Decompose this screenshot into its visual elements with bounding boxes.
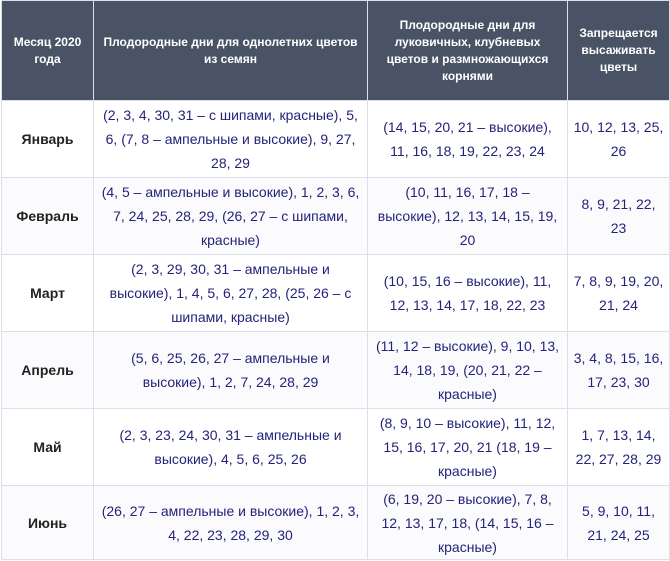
- table-row: [2, 255, 670, 332]
- bulb-days-cell: (10, 15, 16 – высокие), 11, 12, 13, 14, 17, 18, 22, 23: [368, 255, 568, 332]
- forbidden-days-cell: 5, 9, 10, 11, 21, 24, 25: [568, 486, 670, 560]
- header-row: [2, 1, 670, 101]
- flower-planting-calendar-table: [1, 0, 670, 560]
- header-month: Месяц 2020 года: [2, 1, 94, 101]
- forbidden-days-cell: 10, 12, 13, 25, 26: [568, 101, 670, 178]
- annual-days-cell: (4, 5 – ампельные и высокие), 1, 2, 3, 6, 7, 24, 25, 28, 29, (26, 27 – с шипами, красные): [94, 178, 368, 255]
- header-annual-seeds: Плодородные дни для однолетних цветов из семян: [94, 1, 368, 101]
- annual-days-cell: (2, 3, 4, 30, 31 – с шипами, красные), 5, 6, (7, 8 – ампельные и высокие), 9, 27, 28, 29: [94, 101, 368, 178]
- month-cell: Июнь: [2, 486, 94, 560]
- annual-days-cell: (2, 3, 23, 24, 30, 31 – ампельные и высокие), 4, 5, 6, 25, 26: [94, 409, 368, 486]
- table-row: [2, 486, 670, 560]
- month-cell: Май: [2, 409, 94, 486]
- forbidden-days-cell: 7, 8, 9, 19, 20, 21, 24: [568, 255, 670, 332]
- table-row: [2, 178, 670, 255]
- table-row: [2, 101, 670, 178]
- month-cell: Февраль: [2, 178, 94, 255]
- month-cell: Январь: [2, 101, 94, 178]
- forbidden-days-cell: 8, 9, 21, 22, 23: [568, 178, 670, 255]
- month-cell: Апрель: [2, 332, 94, 409]
- month-cell: Март: [2, 255, 94, 332]
- bulb-days-cell: (8, 9, 10 – высокие), 11, 12, 15, 16, 17, 20, 21 (18, 19 – красные): [368, 409, 568, 486]
- bulb-days-cell: (11, 12 – высокие), 9, 10, 13, 14, 18, 19, (20, 21, 22 – красные): [368, 332, 568, 409]
- table-body: [2, 101, 670, 560]
- table-row: [2, 332, 670, 409]
- annual-days-cell: (2, 3, 29, 30, 31 – ампельные и высокие), 1, 4, 5, 6, 27, 28, (25, 26 – с шипами, красные): [94, 255, 368, 332]
- forbidden-days-cell: 3, 4, 8, 15, 16, 17, 23, 30: [568, 332, 670, 409]
- bulb-days-cell: (6, 19, 20 – высокие), 7, 8, 12, 13, 17, 18, (14, 15, 16 – красные): [368, 486, 568, 560]
- bulb-days-cell: (10, 11, 16, 17, 18 – высокие), 12, 13, 14, 15, 19, 20: [368, 178, 568, 255]
- annual-days-cell: (26, 27 – ампельные и высокие), 1, 2, 3, 4, 22, 23, 28, 29, 30: [94, 486, 368, 560]
- forbidden-days-cell: 1, 7, 13, 14, 22, 27, 28, 29: [568, 409, 670, 486]
- table-row: [2, 409, 670, 486]
- header-bulbs-tubers: Плодородные дни для луковичных, клубневых цветов и размножающихся корнями: [368, 1, 568, 101]
- annual-days-cell: (5, 6, 25, 26, 27 – ампельные и высокие), 1, 2, 7, 24, 28, 29: [94, 332, 368, 409]
- header-forbidden: Запрещается высаживать цветы: [568, 1, 670, 101]
- bulb-days-cell: (14, 15, 20, 21 – высокие), 11, 16, 18, 19, 22, 23, 24: [368, 101, 568, 178]
- table-header: [2, 1, 670, 101]
